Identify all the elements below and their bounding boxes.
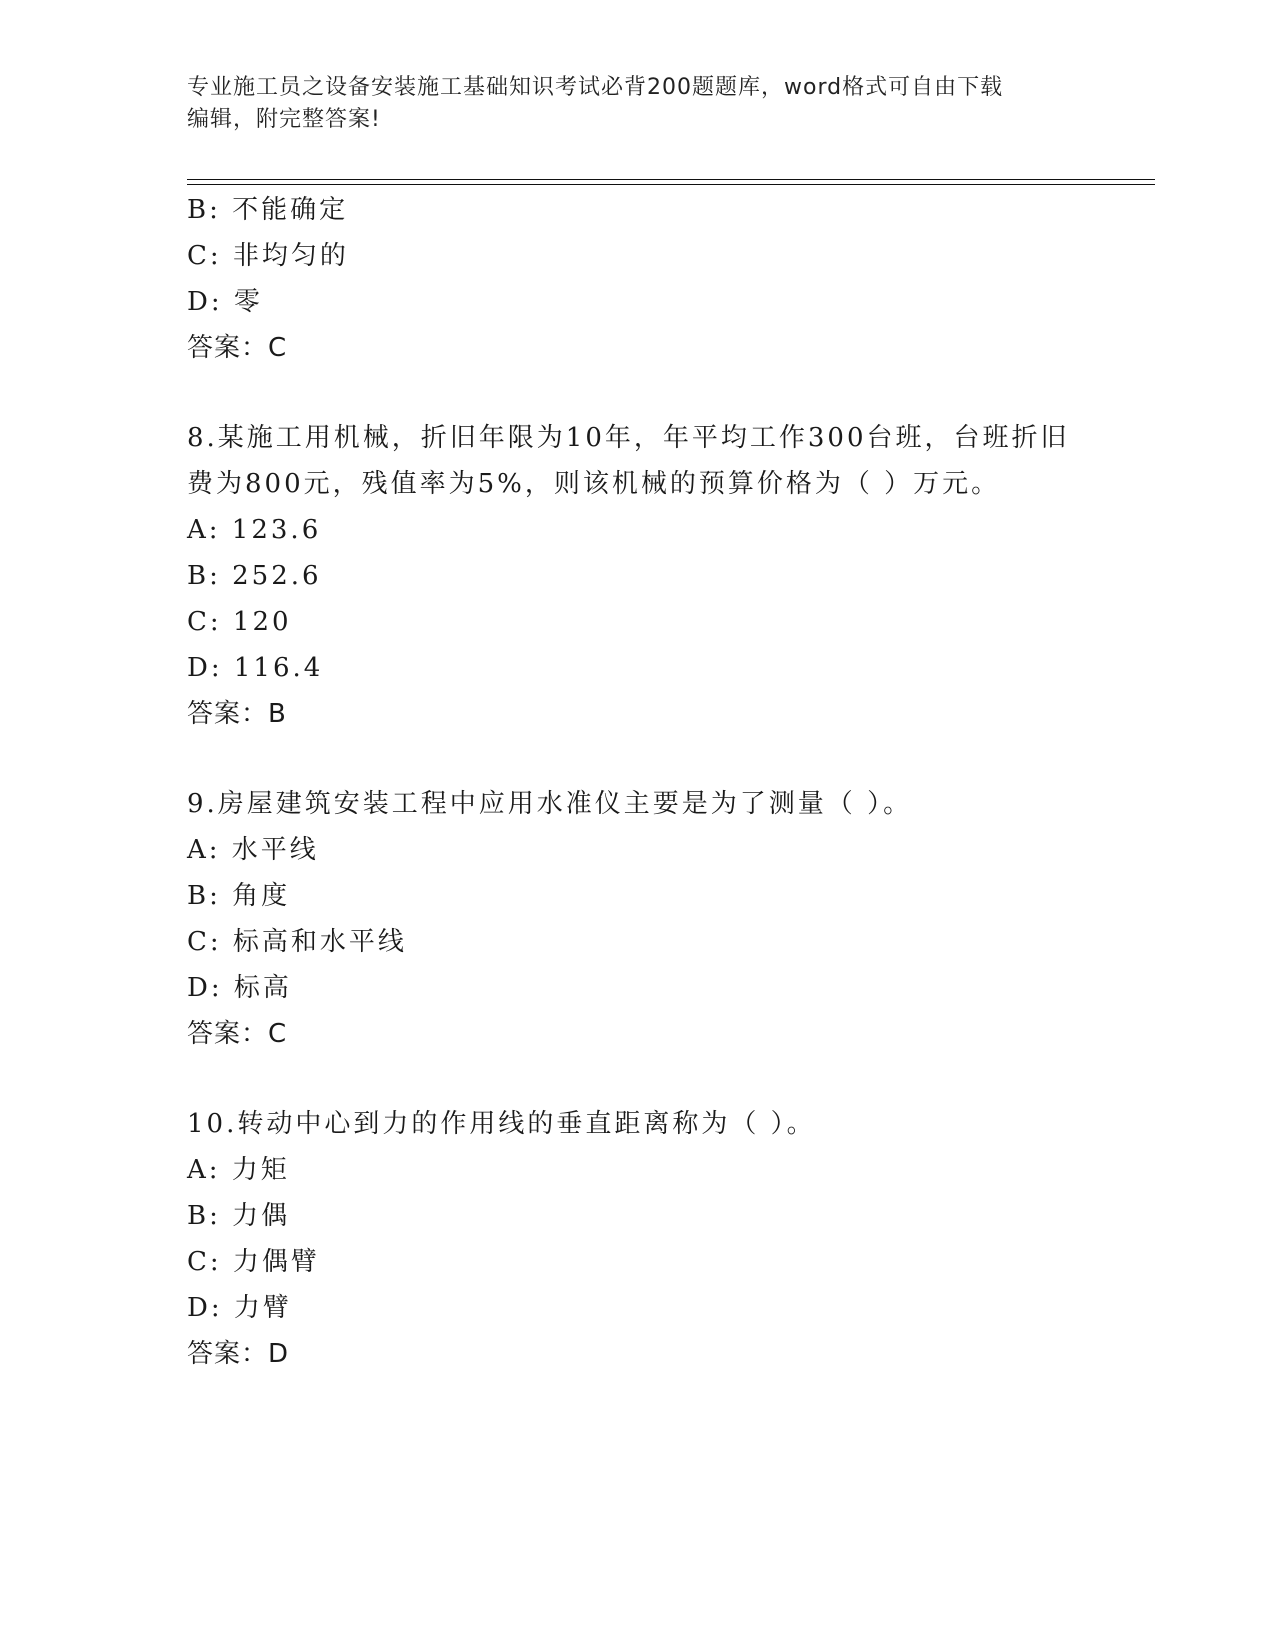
option-d: D: 116.4 [187, 653, 324, 683]
option-c: C: 非均匀的 [187, 241, 349, 271]
option-b: B: 不能确定 [187, 195, 349, 225]
option-c: C: 标高和水平线 [187, 927, 407, 957]
document-header [187, 72, 1067, 136]
question-block-9 [187, 781, 1087, 1057]
option-a: A: 123.6 [187, 515, 322, 545]
option-b: B: 角度 [187, 881, 291, 911]
option-c: C: 120 [187, 607, 292, 637]
option-c: C: 力偶臂 [187, 1247, 320, 1277]
header-line-1: 专业施工员之设备安装施工基础知识考试必背200题题库，word格式可自由下载 [187, 75, 1004, 100]
question-block-prev [187, 187, 1087, 371]
question-title-line: 费为800元，残值率为5%，则该机械的预算价格为（ ）万元。 [187, 469, 1001, 499]
option-b: B: 252.6 [187, 561, 322, 591]
option-d: D: 标高 [187, 973, 292, 1003]
header-divider-bottom [187, 184, 1155, 185]
answer-line: 答案：D [187, 1339, 290, 1369]
question-block-8 [187, 415, 1087, 737]
spacer [187, 371, 1087, 415]
option-b: B: 力偶 [187, 1201, 291, 1231]
question-title-line: 8.某施工用机械，折旧年限为10年，年平均工作300台班，台班折旧 [187, 423, 1070, 453]
spacer [187, 1057, 1087, 1101]
header-divider-top [187, 179, 1155, 180]
spacer [187, 737, 1087, 781]
answer-line: 答案：B [187, 699, 287, 729]
question-title-line: 9.房屋建筑安装工程中应用水准仪主要是为了测量（ ）。 [187, 789, 913, 819]
answer-line: 答案：C [187, 333, 288, 363]
option-d: D: 零 [187, 287, 263, 317]
question-title-line: 10.转动中心到力的作用线的垂直距离称为（ ）。 [187, 1109, 816, 1139]
option-d: D: 力臂 [187, 1293, 292, 1323]
question-list [187, 187, 1087, 1377]
answer-line: 答案：C [187, 1019, 288, 1049]
option-a: A: 水平线 [187, 835, 319, 865]
header-line-2: 编辑，附完整答案! [187, 107, 381, 132]
option-a: A: 力矩 [187, 1155, 290, 1185]
question-block-10 [187, 1101, 1087, 1377]
